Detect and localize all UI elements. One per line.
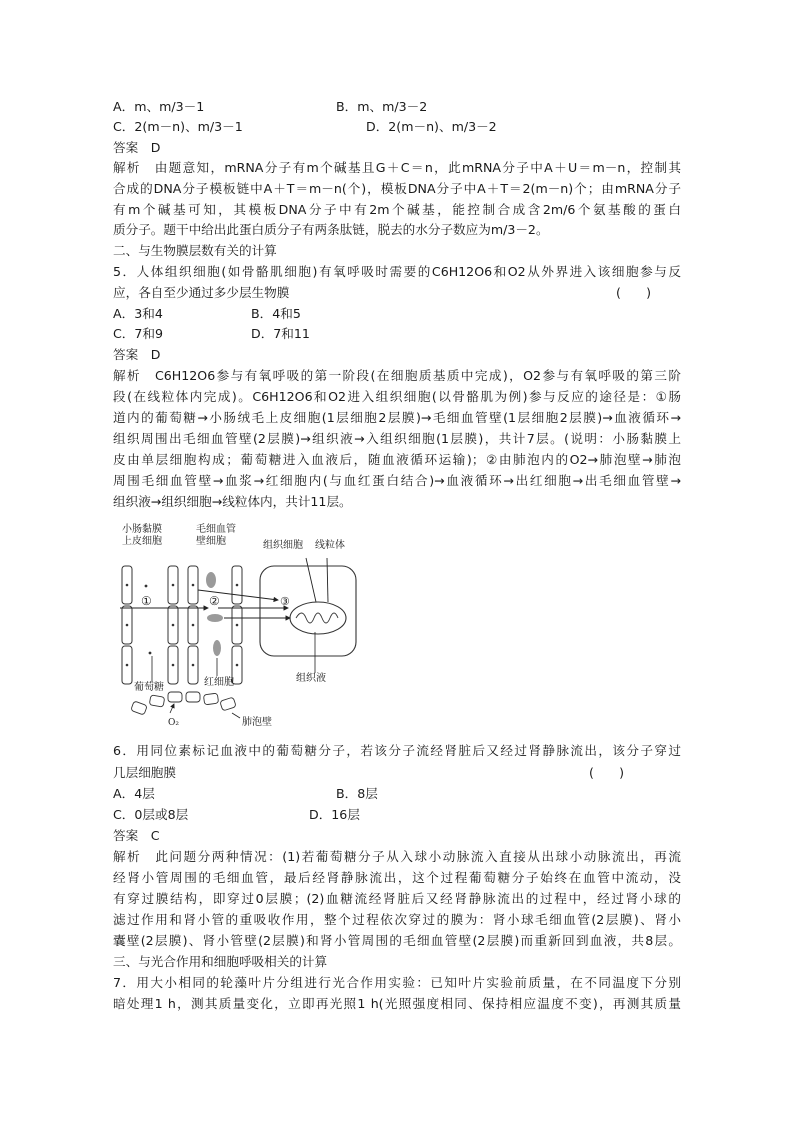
q5-analysis-line: 组织液→组织细胞→线粒体内，共计11层。 xyxy=(113,494,352,509)
q7-stem-line: 暗处理1 h，测其质量变化，立即再光照1 h(光照强度相同、保持相应温度不变)，再测其质量 xyxy=(113,996,681,1011)
q6-answer-paren: ( ) xyxy=(589,765,625,780)
q4-option-a: A．m、m/3－1 xyxy=(113,99,205,114)
label-intestine-line1: 小肠黏膜 xyxy=(122,524,162,535)
q6-option-b: B．8层 xyxy=(336,786,378,801)
q6-option-a: A．4层 xyxy=(113,786,155,801)
label-intestine-line2: 上皮细胞 xyxy=(122,536,162,547)
q6-analysis-line: 解析 此问题分两种情况：(1)若葡萄糖分子从入球小动脉流入直接从出球小动脉流出，再流 xyxy=(113,849,681,864)
q5-answer-paren: ( ) xyxy=(616,285,652,300)
label-capillary-line2: 壁细胞 xyxy=(196,536,226,547)
q4-option-d: D．2(m－n)、m/3－2 xyxy=(366,119,497,134)
label-alveolar-wall: 肺泡壁 xyxy=(242,717,272,728)
alveolar-wall xyxy=(131,692,236,715)
q5-option-a: A．3和4 xyxy=(113,306,163,321)
label-tissue-cell: 组织细胞 xyxy=(263,540,303,551)
q5-option-c: C．7和9 xyxy=(113,326,164,341)
q6-analysis-line: 囊壁(2层膜)、肾小管壁(2层膜)和肾小管周围的毛细血管壁(2层膜)而重新回到血液，共8层。 xyxy=(113,933,681,948)
q4-option-b: B．m、m/3－2 xyxy=(336,99,428,114)
marker-1: ① xyxy=(141,594,152,608)
label-glucose: 葡萄糖 xyxy=(134,682,164,693)
q6-analysis-line: 有穿过膜结构，即穿过0层膜；(2)血糖流经肾脏后又经肾静脉流出的过程中，经过肾小球的 xyxy=(113,891,681,906)
section-heading: 三、与光合作用和细胞呼吸相关的计算 xyxy=(113,954,328,969)
q4-analysis-line: 有m个碱基可知，其模板DNA分子中有2m个碱基，能控制合成含2m/6个氨基酸的蛋白 xyxy=(113,202,681,217)
q6-answer: 答案 C xyxy=(113,828,160,843)
q4-answer: 答案 D xyxy=(113,140,161,155)
q5-stem-line: 应，各自至少通过多少层生物膜 xyxy=(113,285,290,300)
q6-stem-line: 6．用同位素标记血液中的葡萄糖分子，若该分子流经肾脏后又经过肾静脉流出，该分子穿过 xyxy=(113,743,681,758)
q5-analysis-line: 段(在线粒体内完成)。C6H12O6和O2进入组织细胞(以骨骼肌为例)参与反应的途径是：①肠 xyxy=(113,389,681,404)
q6-analysis-line: 经肾小管周围的毛细血管，最后经肾静脉流出，这个过程葡萄糖分子始终在血管中流动，没 xyxy=(113,870,681,885)
q5-analysis-line: 解析 C6H12O6参与有氧呼吸的第一阶段(在细胞质基质中完成)，O2参与有氧呼吸的第三阶 xyxy=(113,368,681,383)
q6-option-c: C．0层或8层 xyxy=(113,807,189,822)
q4-analysis-line: 合成的DNA分子模板链中A＋T＝m－n(个)，模板DNA分子中A＋T＝2(m－n)个；由mRNA分子 xyxy=(113,181,681,196)
intestinal-epithelium xyxy=(122,566,242,684)
q4-analysis-line: 质分子。题干中给出此蛋白质分子有两条肽链，脱去的水分子数应为m/3－2。 xyxy=(113,222,549,237)
q6-option-d: D．16层 xyxy=(309,807,360,822)
q5-analysis-line: 皮由单层细胞构成；葡萄糖进入血液后，随血液循环运输)；②由肺泡内的O2→肺泡壁→肺泡 xyxy=(113,452,681,467)
q5-analysis-line: 道内的葡萄糖→小肠绒毛上皮细胞(1层细胞2层膜)→毛细血管壁(1层细胞2层膜)→血液循环→ xyxy=(113,410,681,425)
q5-analysis-line: 组织周围出毛细血管壁(2层膜)→组织液→入组织细胞(1层膜)，共计7层。(说明：小肠黏膜上 xyxy=(113,431,681,446)
q5-option-b: B．4和5 xyxy=(251,306,301,321)
q6-analysis-line: 滤过作用和肾小管的重吸收作用，整个过程依次穿过的膜为：肾小球毛细血管(2层膜)、肾小 xyxy=(113,912,681,927)
label-o2: O₂ xyxy=(168,718,179,728)
q5-option-d: D．7和11 xyxy=(251,326,310,341)
membrane-pathway-diagram xyxy=(110,518,370,733)
q5-analysis-line: 周围毛细血管壁→血浆→红细胞内(与血红蛋白结合)→血液循环→出红细胞→出毛细血管壁→ xyxy=(113,473,681,488)
q4-option-c: C．2(m－n)、m/3－1 xyxy=(113,119,243,134)
section-heading: 二、与生物膜层数有关的计算 xyxy=(113,243,277,258)
label-mitochondria: 线粒体 xyxy=(315,540,345,551)
marker-3: ③ xyxy=(280,595,290,608)
q4-analysis-line: 解析 由题意知，mRNA分子有m个碱基且G＋C＝n，此mRNA分子中A＋U＝m－n，控制其 xyxy=(113,160,681,175)
marker-2: ② xyxy=(209,594,220,608)
tissue-cell-shape xyxy=(260,566,356,656)
q5-answer: 答案 D xyxy=(113,347,161,362)
label-capillary-line1: 毛细血管 xyxy=(196,524,236,535)
q5-stem-line: 5．人体组织细胞(如骨骼肌细胞)有氧呼吸时需要的C6H12O6和O2从外界进入该细胞参与反 xyxy=(113,264,681,279)
label-rbc: 红细胞 xyxy=(204,677,234,688)
q6-stem-line: 几层细胞膜 xyxy=(113,765,176,780)
q7-stem-line: 7．用大小相同的轮藻叶片分组进行光合作用实验：已知叶片实验前质量，在不同温度下分别 xyxy=(113,975,681,990)
label-tissue-fluid: 组织液 xyxy=(296,673,326,684)
